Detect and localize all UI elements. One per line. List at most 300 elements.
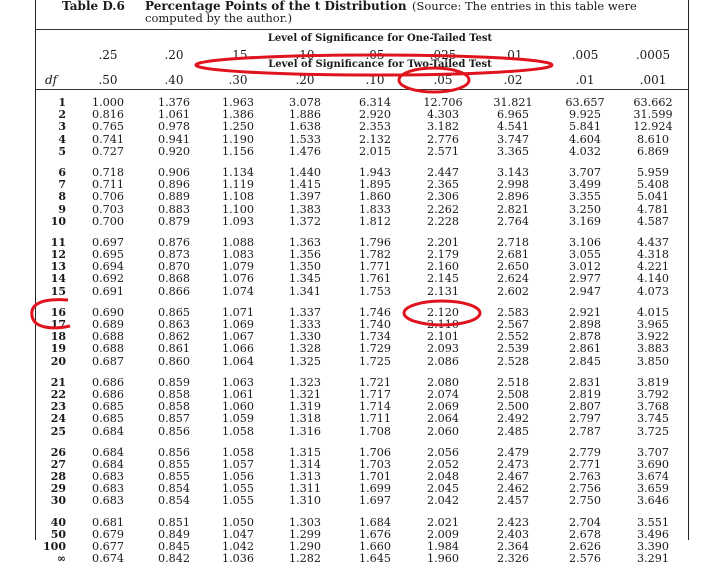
value-cell: 1.753 [358, 284, 392, 298]
value-cell: 2.552 [496, 330, 530, 344]
value-cell: 3.883 [636, 342, 670, 356]
value-cell: 1.697 [358, 494, 392, 508]
value-cell: 3.690 [636, 457, 670, 471]
value-cell: 2.571 [426, 144, 460, 158]
value-cell: 1.315 [288, 445, 322, 459]
df-cell: 16 [50, 305, 66, 319]
value-cell: 1.088 [221, 235, 255, 249]
value-cell: 1.860 [358, 190, 392, 204]
value-cell: 2.821 [496, 202, 530, 216]
value-cell: 2.110 [426, 318, 460, 331]
value-cell: 2.567 [496, 318, 530, 331]
value-column-1 [139, 97, 209, 565]
df-cell: 9 [58, 202, 66, 216]
value-cell: 1.083 [221, 248, 255, 262]
df-cell: 11 [50, 235, 66, 249]
value-cell: 2.064 [426, 412, 460, 426]
value-cell: 2.756 [568, 482, 602, 496]
value-cell: 1.323 [288, 375, 322, 389]
value-cell: 1.056 [221, 470, 255, 484]
two_tailed-level-5: .05 [433, 73, 453, 87]
two_tailed-level-3: .20 [295, 73, 315, 87]
value-cell: 1.740 [358, 318, 392, 331]
value-cell: 1.330 [288, 330, 322, 344]
value-cell: 0.879 [157, 214, 191, 228]
value-cell: 3.792 [636, 387, 670, 401]
value-cell: 0.851 [157, 515, 191, 529]
value-cell: 1.156 [221, 144, 255, 158]
value-cell: 0.889 [157, 190, 191, 204]
value-cell: 31.599 [633, 108, 673, 122]
value-cell: 8.610 [636, 132, 670, 146]
value-cell: 1.325 [288, 354, 322, 368]
value-cell: 1.734 [358, 330, 392, 344]
value-cell: 0.679 [91, 527, 125, 541]
df-cell: 5 [58, 144, 66, 158]
value-cell: 2.423 [496, 515, 530, 529]
value-cell: 63.657 [565, 96, 605, 109]
value-cell: 2.518 [496, 375, 530, 389]
value-cell: 2.807 [568, 400, 602, 414]
value-cell: 1.895 [358, 178, 392, 192]
value-cell: 1.061 [157, 108, 191, 122]
value-cell: 1.050 [221, 515, 255, 529]
value-cell: 2.093 [426, 342, 460, 356]
df-cell: 24 [50, 412, 66, 426]
value-cell: 1.746 [358, 305, 392, 319]
value-cell: 0.876 [157, 235, 191, 249]
value-cell: 3.674 [636, 470, 670, 484]
value-cell: 0.684 [91, 445, 125, 459]
value-cell: 4.032 [568, 144, 602, 158]
value-cell: 1.721 [358, 375, 392, 389]
value-cell: 1.701 [358, 470, 392, 484]
value-cell: 1.290 [288, 540, 322, 553]
value-cell: 2.776 [426, 132, 460, 146]
value-column-0 [73, 97, 143, 565]
value-cell: 2.048 [426, 470, 460, 484]
value-cell: 1.310 [288, 494, 322, 508]
value-cell: 1.708 [358, 424, 392, 438]
value-cell: 1.703 [358, 457, 392, 471]
value-cell: 1.058 [221, 445, 255, 459]
value-cell: 2.326 [496, 552, 530, 565]
value-cell: 1.363 [288, 235, 322, 249]
value-cell: 3.355 [568, 190, 602, 204]
value-cell: 1.714 [358, 400, 392, 414]
value-cell: 2.228 [426, 214, 460, 228]
value-cell: 2.797 [568, 412, 602, 426]
value-cell: 1.036 [221, 552, 255, 565]
value-cell: 0.855 [157, 457, 191, 471]
value-cell: 4.781 [636, 202, 670, 216]
one-tailed-label: Level of Significance for One-Tailed Test [267, 33, 493, 44]
value-cell: 1.397 [288, 190, 322, 204]
df-cell: 1 [58, 96, 66, 109]
value-cell: 2.131 [426, 284, 460, 298]
value-cell: 0.681 [91, 515, 125, 529]
df-cell: 22 [50, 387, 66, 401]
value-cell: 2.500 [496, 400, 530, 414]
value-cell: 1.717 [358, 387, 392, 401]
df-cell: 26 [50, 445, 66, 459]
value-cell: 0.727 [91, 144, 125, 158]
value-cell: 6.314 [358, 96, 392, 109]
value-cell: 1.333 [288, 318, 322, 331]
value-cell: 1.119 [221, 178, 255, 192]
value-cell: 1.376 [157, 96, 191, 109]
value-cell: 2.920 [358, 108, 392, 122]
value-cell: 2.080 [426, 375, 460, 389]
value-cell: 4.318 [636, 248, 670, 262]
value-cell: 0.703 [91, 202, 125, 216]
one_tailed-level-1: .20 [164, 48, 184, 62]
value-cell: 2.160 [426, 260, 460, 274]
value-cell: 1.311 [288, 482, 322, 496]
value-cell: 1.699 [358, 482, 392, 496]
value-cell: 2.704 [568, 515, 602, 529]
value-cell: 12.706 [423, 96, 463, 109]
value-cell: 0.857 [157, 412, 191, 426]
value-cell: 0.978 [157, 120, 191, 134]
value-cell: 0.920 [157, 144, 191, 158]
value-cell: 0.870 [157, 260, 191, 274]
value-column-2 [203, 97, 273, 565]
value-cell: 2.365 [426, 178, 460, 192]
value-cell: 2.764 [496, 214, 530, 228]
value-cell: 1.415 [288, 178, 322, 192]
value-cell: 2.306 [426, 190, 460, 204]
df-cell: 50 [50, 527, 66, 541]
value-cell: 2.179 [426, 248, 460, 262]
value-cell: 2.602 [496, 284, 530, 298]
value-cell: 4.221 [636, 260, 670, 274]
value-cell: 0.906 [157, 165, 191, 179]
value-cell: 2.921 [568, 305, 602, 319]
value-cell: 2.947 [568, 284, 602, 298]
value-cell: 1.943 [358, 165, 392, 179]
value-cell: 0.854 [157, 482, 191, 496]
value-cell: 0.700 [91, 214, 125, 228]
value-cell: 1.350 [288, 260, 322, 274]
value-cell: 3.850 [636, 354, 670, 368]
one_tailed-level-3: .10 [295, 48, 315, 62]
value-cell: 2.052 [426, 457, 460, 471]
value-cell: 5.041 [636, 190, 670, 204]
value-cell: 0.685 [91, 412, 125, 426]
df-cell: 25 [50, 424, 66, 438]
value-cell: 1.079 [221, 260, 255, 274]
value-cell: 0.854 [157, 494, 191, 508]
value-cell: 0.674 [91, 552, 125, 565]
value-cell: 1.533 [288, 132, 322, 146]
value-cell: 1.303 [288, 515, 322, 529]
value-cell: 1.337 [288, 305, 322, 319]
value-cell: 2.539 [496, 342, 530, 356]
two_tailed-level-4: .10 [365, 73, 385, 87]
value-cell: 1.069 [221, 318, 255, 331]
value-cell: 1.313 [288, 470, 322, 484]
value-cell: 2.457 [496, 494, 530, 508]
two_tailed-level-2: .30 [228, 73, 248, 87]
value-cell: 1.782 [358, 248, 392, 262]
value-cell: 0.855 [157, 470, 191, 484]
two_tailed-level-6: .02 [503, 73, 523, 87]
value-cell: 1.386 [221, 108, 255, 122]
value-cell: 1.061 [221, 387, 255, 401]
value-cell: 3.819 [636, 375, 670, 389]
value-cell: 4.140 [636, 272, 670, 286]
value-cell: 4.015 [636, 305, 670, 319]
value-cell: 1.059 [221, 412, 255, 426]
value-cell: 2.998 [496, 178, 530, 192]
value-cell: 1.684 [358, 515, 392, 529]
value-cell: 5.959 [636, 165, 670, 179]
table-source-note: (Source: The entries in this table were [412, 0, 637, 13]
value-cell: 2.479 [496, 445, 530, 459]
value-cell: 1.345 [288, 272, 322, 286]
df-cell: 7 [58, 178, 66, 192]
value-cell: 1.676 [358, 527, 392, 541]
value-cell: 0.862 [157, 330, 191, 344]
value-cell: 1.067 [221, 330, 255, 344]
value-cell: 2.042 [426, 494, 460, 508]
value-cell: 0.849 [157, 527, 191, 541]
value-cell: 3.745 [636, 412, 670, 426]
value-cell: 0.692 [91, 272, 125, 286]
value-cell: 3.551 [636, 515, 670, 529]
value-cell: 2.576 [568, 552, 602, 565]
value-cell: 1.100 [221, 202, 255, 216]
two-tailed-levels-row [0, 73, 720, 87]
df-cell: 20 [50, 354, 66, 368]
value-cell: 1.729 [358, 342, 392, 356]
df-cell: 2 [58, 108, 66, 122]
value-cell: 1.660 [358, 540, 392, 553]
value-cell: 2.771 [568, 457, 602, 471]
value-cell: 1.250 [221, 120, 255, 134]
value-cell: 0.856 [157, 445, 191, 459]
value-cell: 0.684 [91, 424, 125, 438]
value-column-7 [550, 97, 620, 565]
value-cell: 0.677 [91, 540, 125, 553]
value-cell: 0.858 [157, 400, 191, 414]
value-cell: 4.541 [496, 120, 530, 134]
value-cell: 2.583 [496, 305, 530, 319]
value-cell: 2.201 [426, 235, 460, 249]
rule-top [36, 29, 688, 30]
value-cell: 2.462 [496, 482, 530, 496]
value-cell: 0.686 [91, 387, 125, 401]
value-cell: 1.725 [358, 354, 392, 368]
value-cell: 0.690 [91, 305, 125, 319]
value-cell: 2.650 [496, 260, 530, 274]
value-cell: 1.282 [288, 552, 322, 565]
two_tailed-level-1: .40 [164, 73, 184, 87]
value-cell: 0.896 [157, 178, 191, 192]
value-cell: 1.711 [358, 412, 392, 426]
value-cell: 1.055 [221, 494, 255, 508]
value-cell: 1.963 [221, 96, 255, 109]
value-cell: 4.303 [426, 108, 460, 122]
value-cell: 31.821 [493, 96, 533, 109]
value-cell: 1.060 [221, 400, 255, 414]
value-cell: 3.390 [636, 540, 670, 553]
value-cell: 1.314 [288, 457, 322, 471]
value-cell: 3.965 [636, 318, 670, 331]
value-cell: 2.015 [358, 144, 392, 158]
value-cell: 0.688 [91, 342, 125, 356]
value-cell: 0.694 [91, 260, 125, 274]
df-cell: 100 [43, 540, 66, 553]
value-cell: 6.965 [496, 108, 530, 122]
value-cell: 3.012 [568, 260, 602, 274]
value-cell: 2.528 [496, 354, 530, 368]
value-cell: 2.861 [568, 342, 602, 356]
value-cell: 9.925 [568, 108, 602, 122]
value-cell: 3.291 [636, 552, 670, 565]
value-cell: 1.064 [221, 354, 255, 368]
value-cell: 2.132 [358, 132, 392, 146]
value-cell: 2.074 [426, 387, 460, 401]
value-cell: 3.707 [636, 445, 670, 459]
value-cell: 3.106 [568, 235, 602, 249]
one_tailed-level-8: .0005 [635, 48, 671, 62]
value-cell: 1.383 [288, 202, 322, 216]
value-cell: 2.845 [568, 354, 602, 368]
value-cell: 2.145 [426, 272, 460, 286]
value-cell: 2.447 [426, 165, 460, 179]
value-cell: 0.685 [91, 400, 125, 414]
one_tailed-level-2: .15 [228, 48, 248, 62]
value-cell: 0.683 [91, 494, 125, 508]
value-cell: 12.924 [633, 120, 673, 134]
value-cell: 3.055 [568, 248, 602, 262]
value-cell: 3.496 [636, 527, 670, 541]
two_tailed-level-7: .01 [575, 73, 595, 87]
value-cell: 0.865 [157, 305, 191, 319]
value-cell: 2.492 [496, 412, 530, 426]
value-cell: 3.078 [288, 96, 322, 109]
value-cell: 2.009 [426, 527, 460, 541]
value-cell: 2.626 [568, 540, 602, 553]
df-cell: 6 [58, 165, 66, 179]
value-cell: 1.796 [358, 235, 392, 249]
value-cell: 1.476 [288, 144, 322, 158]
value-cell: 2.898 [568, 318, 602, 331]
value-cell: 0.856 [157, 424, 191, 438]
value-cell: 0.845 [157, 540, 191, 553]
value-cell: 5.841 [568, 120, 602, 134]
value-cell: 1.000 [91, 96, 125, 109]
value-cell: 1.984 [426, 540, 460, 553]
value-cell: 3.143 [496, 165, 530, 179]
value-cell: 2.977 [568, 272, 602, 286]
value-cell: 0.691 [91, 284, 125, 298]
value-column-8 [618, 97, 688, 565]
value-cell: 0.866 [157, 284, 191, 298]
value-cell: 1.076 [221, 272, 255, 286]
value-cell: 2.056 [426, 445, 460, 459]
df-cell: 8 [58, 190, 66, 204]
df-cell: ∞ [56, 552, 66, 565]
value-cell: 2.787 [568, 424, 602, 438]
one_tailed-level-7: .005 [571, 48, 599, 62]
value-cell: 3.499 [568, 178, 602, 192]
value-cell: 3.169 [568, 214, 602, 228]
df-cell: 30 [50, 494, 66, 508]
value-cell: 2.819 [568, 387, 602, 401]
value-cell: 3.707 [568, 165, 602, 179]
value-cell: 3.768 [636, 400, 670, 414]
value-cell: 1.638 [288, 120, 322, 134]
table-source-note-cont: computed by the author.) [145, 11, 293, 25]
value-cell: 1.341 [288, 284, 322, 298]
df-cell: 23 [50, 400, 66, 414]
value-cell: 0.868 [157, 272, 191, 286]
value-cell: 0.684 [91, 457, 125, 471]
table-main-title: Percentage Points of the t Distribution [145, 0, 407, 13]
value-cell: 2.878 [568, 330, 602, 344]
df-cell: 15 [50, 284, 66, 298]
value-cell: 2.750 [568, 494, 602, 508]
df-cell: 3 [58, 120, 66, 134]
value-cell: 2.624 [496, 272, 530, 286]
value-cell: 1.706 [358, 445, 392, 459]
df-cell: 28 [50, 470, 66, 484]
df-cell: 13 [50, 260, 66, 274]
two_tailed-level-8: .001 [639, 73, 667, 87]
df-cell: 19 [50, 342, 66, 356]
value-cell: 1.319 [288, 400, 322, 414]
two_tailed-level-0: .50 [98, 73, 118, 87]
value-cell: 63.662 [633, 96, 673, 109]
df-cell: 12 [50, 248, 66, 262]
rule-header-bottom [36, 89, 688, 90]
value-cell: 4.437 [636, 235, 670, 249]
value-cell: 0.873 [157, 248, 191, 262]
value-cell: 1.055 [221, 482, 255, 496]
value-cell: 0.816 [91, 108, 125, 122]
value-cell: 6.869 [636, 144, 670, 158]
df-cell: 17 [50, 318, 66, 331]
value-cell: 1.645 [358, 552, 392, 565]
value-cell: 1.316 [288, 424, 322, 438]
value-cell: 1.372 [288, 214, 322, 228]
value-cell: 2.485 [496, 424, 530, 438]
value-cell: 0.941 [157, 132, 191, 146]
value-cell: 1.093 [221, 214, 255, 228]
value-cell: 0.686 [91, 375, 125, 389]
value-cell: 2.678 [568, 527, 602, 541]
value-cell: 1.318 [288, 412, 322, 426]
value-column-5 [408, 97, 478, 565]
value-cell: 1.356 [288, 248, 322, 262]
value-cell: 2.896 [496, 190, 530, 204]
value-cell: 4.604 [568, 132, 602, 146]
value-column-3 [270, 97, 340, 565]
df-cell: 21 [50, 375, 66, 389]
value-cell: 1.321 [288, 387, 322, 401]
value-cell: 0.765 [91, 120, 125, 134]
df-cell: 14 [50, 272, 66, 286]
value-cell: 1.812 [358, 214, 392, 228]
value-cell: 0.683 [91, 482, 125, 496]
df-cell: 29 [50, 482, 66, 496]
value-cell: 2.403 [496, 527, 530, 541]
value-cell: 1.047 [221, 527, 255, 541]
value-cell: 0.861 [157, 342, 191, 356]
